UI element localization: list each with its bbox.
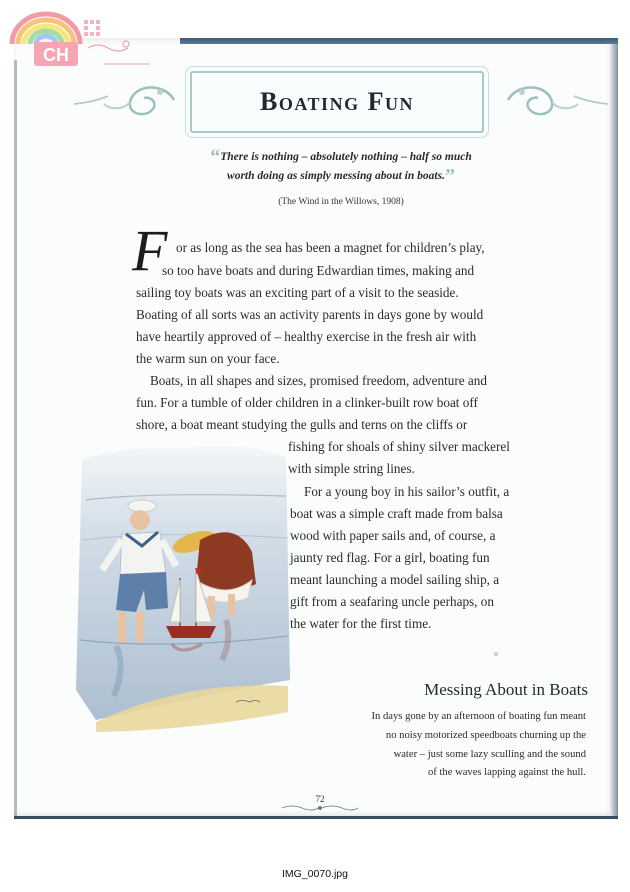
- image-filename-caption: IMG_0070.jpg: [282, 868, 348, 880]
- quote-source: (The Wind in the Willows, 1908): [278, 197, 404, 207]
- svg-text:CH: CH: [43, 45, 69, 65]
- paragraph-2-line: shore, a boat meant studying the gulls and terns on the cliffs or: [136, 417, 468, 432]
- paragraph-2-line: fishing for shoals of shiny silver mackerel: [288, 439, 510, 454]
- page-number: 72: [315, 794, 325, 804]
- sidebar-text: [330, 708, 586, 783]
- open-quote-mark: “: [210, 146, 221, 168]
- paragraph-1-line: sailing toy boats was an exciting part of a visit to the seaside.: [136, 285, 459, 300]
- quote-line-2: worth doing as simply messing about in boats.: [227, 170, 445, 182]
- paragraph-3-line: For a young boy in his sailor’s outfit, a: [304, 484, 510, 499]
- paragraph-1-line: the warm sun on your face.: [136, 351, 280, 366]
- close-quote-mark: ”: [444, 165, 455, 187]
- left-scroll-ornament: [70, 78, 178, 118]
- paragraph-1-line: have heartily approved of – healthy exercise in the fresh air with: [136, 329, 477, 344]
- paragraph-3-line: boat was a simple craft made from balsa: [290, 506, 503, 521]
- paragraph-2-line: with simple string lines.: [288, 461, 415, 476]
- paragraph-3-line: jaunty red flag. For a girl, boating fun: [290, 550, 490, 565]
- sidebar-line: no noisy motorized speedboats churning up the: [385, 729, 586, 741]
- sidebar-heading: Messing About in Boats: [424, 680, 588, 699]
- page-left-edge: [14, 60, 17, 818]
- page-top-edge: [180, 38, 618, 44]
- sidebar-line: water – just some lazy sculling and the sound: [393, 748, 586, 760]
- drop-cap: F: [132, 218, 168, 283]
- paragraph-3-line: gift from a seafaring uncle perhaps, on: [290, 594, 494, 609]
- paragraph-2-line: Boats, in all shapes and sizes, promised freedom, adventure and: [150, 373, 487, 388]
- paragraph-1-line: so too have boats and during Edwardian times, making and: [162, 263, 475, 278]
- title-plaque: [190, 71, 484, 133]
- paragraph-2-line: fun. For a tumble of older children in a clinker-built row boat off: [136, 395, 478, 410]
- paragraph-1-line: or as long as the sea has been a magnet for children’s play,: [176, 240, 485, 255]
- paragraph-3-line: meant launching a model sailing ship, a: [290, 572, 500, 587]
- page-right-edge: [610, 44, 618, 818]
- page-speck: [494, 652, 498, 656]
- paragraph-3-line: wood with paper sails and, of course, a: [290, 528, 496, 543]
- paragraph-1-line: Boating of all sorts was an activity parents in days gone by would: [136, 307, 484, 322]
- sidebar-line: In days gone by an afternoon of boating fun meant: [371, 711, 586, 722]
- page-title: Boating Fun: [260, 87, 414, 116]
- quote-line-1: There is nothing – absolutely nothing – half so much: [220, 151, 472, 163]
- page-bottom-edge: [14, 816, 618, 819]
- children-boating-illustration: [76, 440, 291, 740]
- paragraph-3-line: the water for the first time.: [290, 616, 432, 631]
- right-scroll-ornament: [504, 78, 612, 118]
- epigraph-quote: [196, 148, 486, 186]
- sidebar-line: of the waves lapping against the hull.: [428, 767, 586, 779]
- watermark-logo: [4, 4, 154, 72]
- page-number-flourish: [280, 803, 360, 813]
